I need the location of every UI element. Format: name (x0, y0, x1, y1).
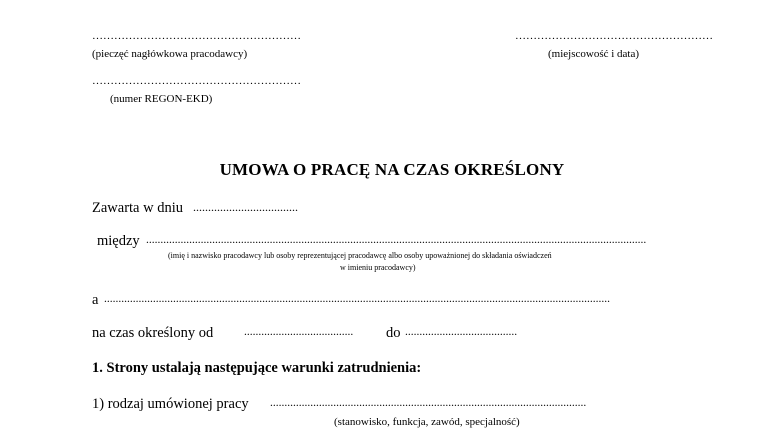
regon-dots: ………………………………………………… (92, 75, 301, 87)
period-to-dots: ....................................... (405, 326, 518, 338)
and-dots: ................................................................................................................................................................................ (104, 293, 610, 305)
between-label: między (97, 233, 140, 249)
period-from-label: na czas określony od (92, 325, 214, 341)
between-caption-line2: w imieniu pracodawcy) (340, 263, 416, 272)
place-date-dots: ……………………………………………… (515, 30, 713, 42)
and-label: a (92, 292, 99, 308)
document-title: UMOWA O PRACĘ NA CZAS OKREŚLONY (219, 160, 565, 179)
regon-caption: (numer REGON-EKD) (110, 93, 213, 105)
between-caption-line1: (imię i nazwisko pracodawcy lub osoby reprezentującej pracodawcę albo osoby upoważnionej do składania oświadczeń (168, 251, 552, 260)
item1-dots: .............................................................................................................. (270, 397, 587, 409)
concluded-label: Zawarta w dniu (92, 200, 183, 216)
concluded-dots: ................................... (193, 200, 298, 214)
item1-caption: (stanowisko, funkcja, zawód, specjalność) (334, 416, 520, 428)
period-to-label: do (386, 325, 401, 341)
period-from-dots: ...................................... (244, 326, 354, 338)
employer-stamp-dots: ………………………………………………… (92, 30, 301, 42)
between-dots: .............................................................................................................................................................................. (146, 234, 647, 246)
item1-label: 1) rodzaj umówionej pracy (92, 396, 249, 412)
place-date-caption: (miejscowość i data) (548, 48, 640, 60)
section1-heading: 1. Strony ustalają następujące warunki zatrudnienia: (92, 360, 422, 376)
employer-stamp-caption: (pieczęć nagłówkowa pracodawcy) (92, 48, 248, 60)
